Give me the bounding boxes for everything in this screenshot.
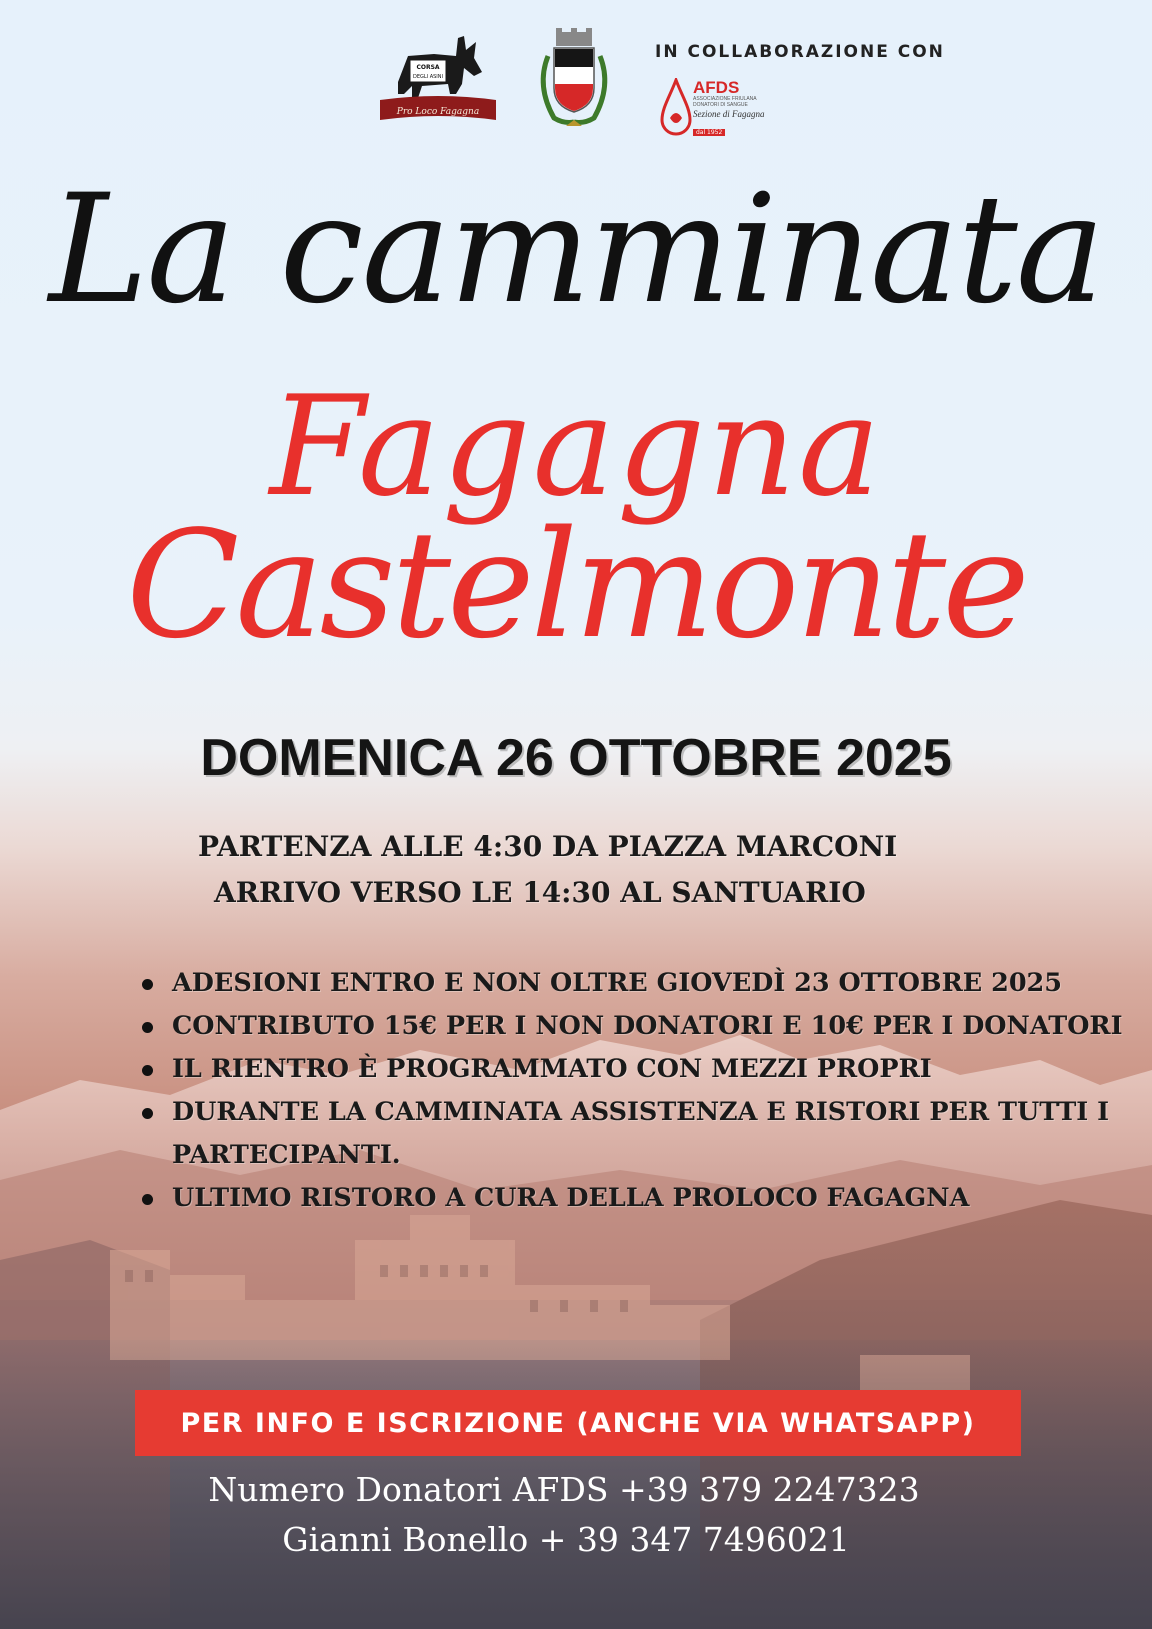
details-list [138, 962, 1138, 1220]
svg-text:CORSA: CORSA [416, 64, 440, 71]
collaboration-label: IN COLLABORAZIONE CON [655, 42, 945, 62]
title-line-1: La camminata [48, 163, 1104, 337]
list-item [138, 1091, 1138, 1177]
afds-title: AFDS [693, 78, 740, 97]
svg-text:DEGLI ASINI: DEGLI ASINI [412, 74, 444, 80]
afds-subtitle: ASSOCIAZIONE FRIULANA DONATORI DI SANGUE [693, 96, 757, 108]
info-registration-banner [135, 1390, 1021, 1456]
bullet-icon [142, 1022, 153, 1033]
arrival-info: ARRIVO VERSO LE 14:30 AL SANTUARIO [214, 876, 866, 909]
list-item [138, 962, 1138, 1005]
bullet-icon [142, 979, 153, 990]
event-date: DOMENICA 26 OTTOBRE 2025 [200, 729, 952, 787]
afds-logo [660, 78, 770, 138]
list-item-text: ADESIONI ENTRO E NON OLTRE GIOVEDÌ 23 OTTOBRE 2025 [172, 968, 1063, 998]
afds-section: Sezione di Fagagna [693, 109, 765, 119]
title-line-2: Fagagna [269, 366, 883, 527]
bullet-icon [142, 1065, 153, 1076]
blood-drop-icon [660, 78, 692, 138]
list-item [138, 1048, 1138, 1091]
list-item-text: ULTIMO RISTORO A CURA DELLA PROLOCO FAGAGNA [172, 1183, 970, 1213]
contact-afds: Numero Donatori AFDS +39 379 2247323 [208, 1470, 920, 1509]
comune-coat-of-arms [530, 26, 618, 138]
afds-since: dal 1952 [693, 129, 725, 136]
list-item-text: CONTRIBUTO 15€ PER I NON DONATORI E 10€ PER I DONATORI [172, 1011, 1123, 1041]
info-registration-label: PER INFO E ISCRIZIONE (ANCHE VIA WHATSAPP) [180, 1407, 976, 1439]
list-item-text: DURANTE LA CAMMINATA ASSISTENZA E RISTORI PER TUTTI I PARTECIPANTI. [172, 1097, 1110, 1170]
list-item-text: IL RIENTRO È PROGRAMMATO CON MEZZI PROPRI [172, 1054, 932, 1084]
list-item [138, 1005, 1138, 1048]
title-line-3: Castelmonte [126, 499, 1026, 671]
list-item [138, 1177, 1138, 1220]
bullet-icon [142, 1194, 153, 1205]
bullet-icon [142, 1108, 153, 1119]
departure-info: PARTENZA ALLE 4:30 DA PIAZZA MARCONI [198, 830, 898, 863]
svg-text:Pro Loco Fagagna: Pro Loco Fagagna [396, 107, 480, 117]
logo-row [0, 20, 1152, 140]
contact-gianni: Gianni Bonello + 39 347 7496021 [282, 1520, 850, 1559]
pro-loco-fagagna-logo [378, 32, 498, 124]
